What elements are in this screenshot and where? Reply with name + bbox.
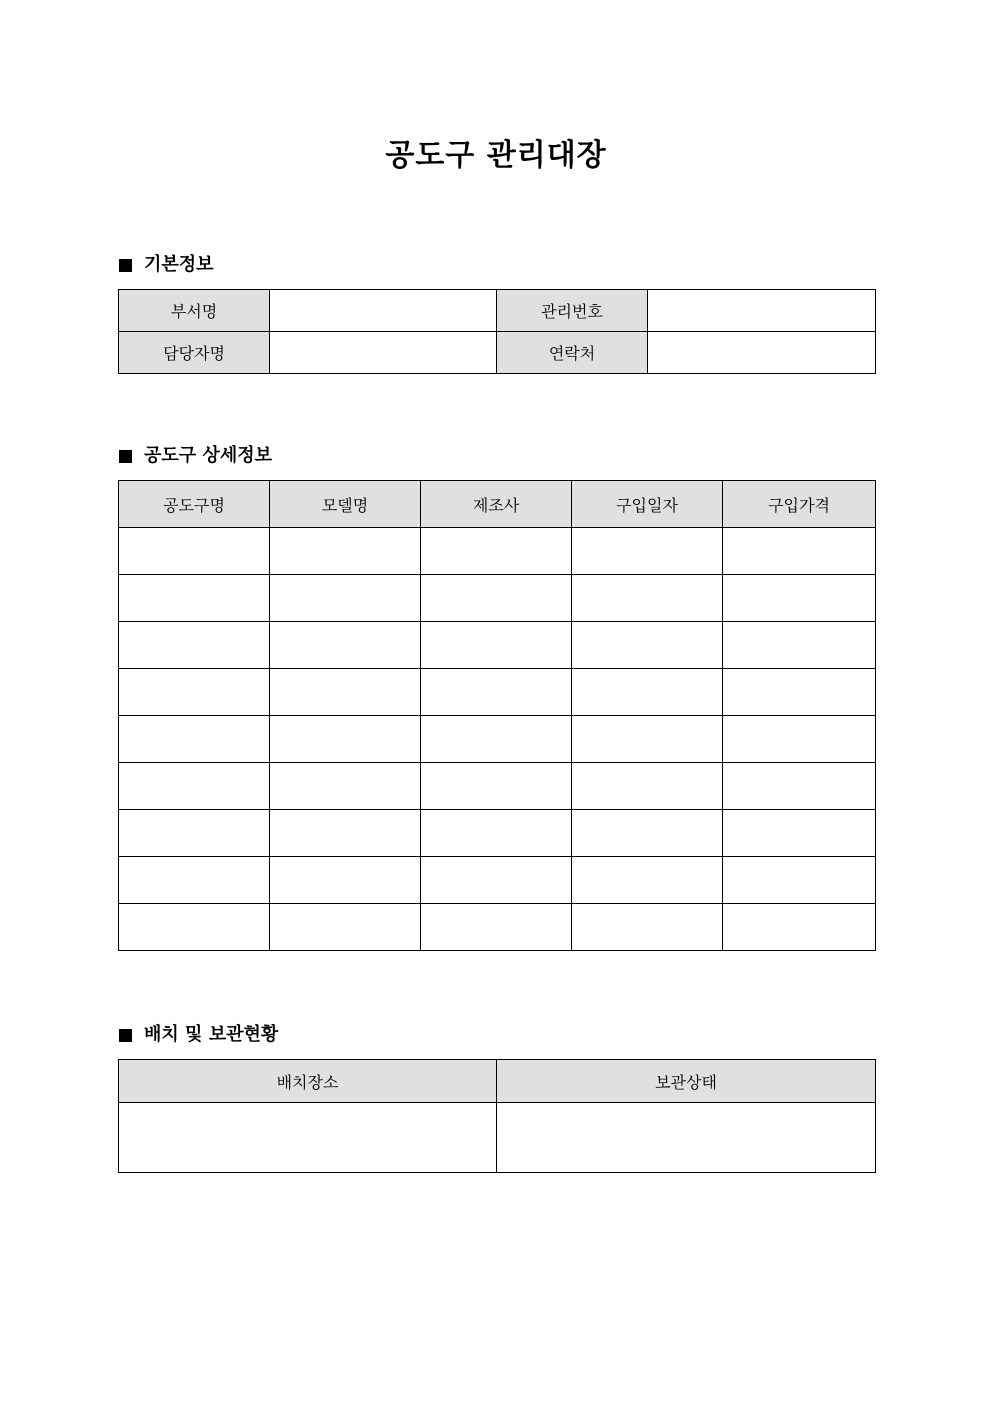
department-field[interactable] xyxy=(270,290,497,332)
manufacturer-cell[interactable] xyxy=(421,716,572,763)
basic-info-table xyxy=(118,289,876,374)
tool-name-cell[interactable] xyxy=(119,575,270,622)
table-row xyxy=(119,528,876,575)
table-row xyxy=(119,810,876,857)
purchase-date-cell[interactable] xyxy=(572,622,723,669)
document-title: 공도구 관리대장 xyxy=(385,138,607,173)
column-header-purchase-price: 구입가격 xyxy=(723,481,876,528)
table-row xyxy=(119,332,876,374)
manufacturer-cell[interactable] xyxy=(421,904,572,951)
model-name-cell[interactable] xyxy=(270,857,421,904)
section-heading-detail xyxy=(119,444,272,468)
manufacturer-cell[interactable] xyxy=(421,857,572,904)
manufacturer-cell[interactable] xyxy=(421,763,572,810)
tool-name-cell[interactable] xyxy=(119,669,270,716)
section-heading-basic-label: 기본정보 xyxy=(144,254,214,275)
contact-field[interactable] xyxy=(648,332,876,374)
purchase-price-cell[interactable] xyxy=(723,622,876,669)
section-heading-placement-label: 배치 및 보관현황 xyxy=(144,1024,279,1045)
tool-name-cell[interactable] xyxy=(119,622,270,669)
table-row xyxy=(119,716,876,763)
column-header-tool-name: 공도구명 xyxy=(119,481,270,528)
purchase-price-cell[interactable] xyxy=(723,857,876,904)
manufacturer-cell[interactable] xyxy=(421,528,572,575)
model-name-cell[interactable] xyxy=(270,575,421,622)
purchase-date-cell[interactable] xyxy=(572,716,723,763)
model-name-cell[interactable] xyxy=(270,763,421,810)
tool-detail-table xyxy=(118,480,876,951)
column-header-location: 배치장소 xyxy=(119,1060,497,1103)
storage-status-cell[interactable] xyxy=(497,1103,876,1173)
purchase-date-cell[interactable] xyxy=(572,575,723,622)
table-header-row xyxy=(119,481,876,528)
tool-name-cell[interactable] xyxy=(119,857,270,904)
table-row xyxy=(119,575,876,622)
model-name-cell[interactable] xyxy=(270,904,421,951)
column-header-model-name: 모델명 xyxy=(270,481,421,528)
section-heading-detail-label: 공도구 상세정보 xyxy=(144,445,272,466)
table-row xyxy=(119,857,876,904)
purchase-price-cell[interactable] xyxy=(723,904,876,951)
manager-name-label: 담당자명 xyxy=(119,332,270,374)
purchase-date-cell[interactable] xyxy=(572,904,723,951)
model-name-cell[interactable] xyxy=(270,716,421,763)
location-cell[interactable] xyxy=(119,1103,497,1173)
tool-name-cell[interactable] xyxy=(119,528,270,575)
manufacturer-cell[interactable] xyxy=(421,575,572,622)
manufacturer-cell[interactable] xyxy=(421,622,572,669)
section-heading-basic xyxy=(119,253,214,277)
manager-name-field[interactable] xyxy=(270,332,497,374)
section-heading-placement xyxy=(119,1023,278,1047)
contact-label: 연락처 xyxy=(497,332,648,374)
square-bullet-icon xyxy=(119,259,132,272)
table-row xyxy=(119,622,876,669)
square-bullet-icon xyxy=(119,450,132,463)
management-number-label: 관리번호 xyxy=(497,290,648,332)
table-row xyxy=(119,1103,876,1173)
tool-name-cell[interactable] xyxy=(119,810,270,857)
tool-name-cell[interactable] xyxy=(119,763,270,810)
purchase-price-cell[interactable] xyxy=(723,763,876,810)
purchase-price-cell[interactable] xyxy=(723,575,876,622)
department-label: 부서명 xyxy=(119,290,270,332)
purchase-date-cell[interactable] xyxy=(572,528,723,575)
table-row xyxy=(119,290,876,332)
purchase-price-cell[interactable] xyxy=(723,528,876,575)
purchase-price-cell[interactable] xyxy=(723,669,876,716)
square-bullet-icon xyxy=(119,1029,132,1042)
table-row xyxy=(119,904,876,951)
table-row xyxy=(119,669,876,716)
column-header-purchase-date: 구입일자 xyxy=(572,481,723,528)
purchase-date-cell[interactable] xyxy=(572,857,723,904)
purchase-price-cell[interactable] xyxy=(723,716,876,763)
purchase-date-cell[interactable] xyxy=(572,810,723,857)
tool-name-cell[interactable] xyxy=(119,904,270,951)
column-header-storage-status: 보관상태 xyxy=(497,1060,876,1103)
model-name-cell[interactable] xyxy=(270,810,421,857)
model-name-cell[interactable] xyxy=(270,669,421,716)
table-header-row xyxy=(119,1060,876,1103)
manufacturer-cell[interactable] xyxy=(421,669,572,716)
model-name-cell[interactable] xyxy=(270,528,421,575)
model-name-cell[interactable] xyxy=(270,622,421,669)
purchase-date-cell[interactable] xyxy=(572,763,723,810)
purchase-date-cell[interactable] xyxy=(572,669,723,716)
manufacturer-cell[interactable] xyxy=(421,810,572,857)
management-number-field[interactable] xyxy=(648,290,876,332)
purchase-price-cell[interactable] xyxy=(723,810,876,857)
placement-table xyxy=(118,1059,876,1173)
tool-name-cell[interactable] xyxy=(119,716,270,763)
column-header-manufacturer: 제조사 xyxy=(421,481,572,528)
table-row xyxy=(119,763,876,810)
